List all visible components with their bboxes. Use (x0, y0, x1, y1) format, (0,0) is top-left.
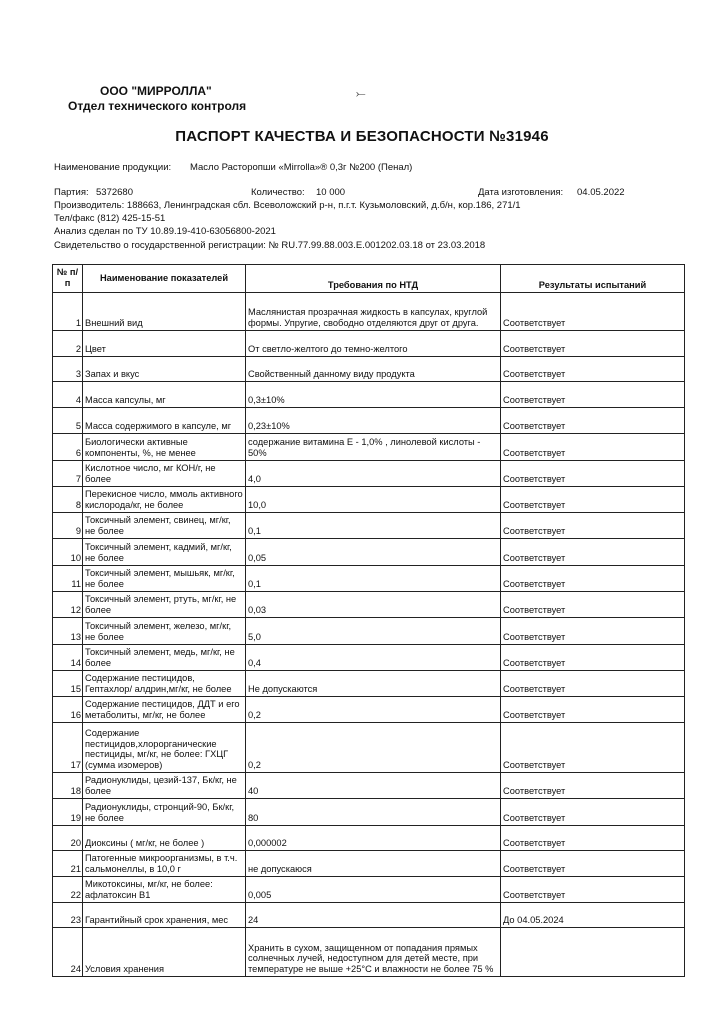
row-result: Соответствует (501, 592, 685, 618)
row-indicator: Запах и вкус (83, 357, 246, 382)
row-requirement: содержание витамина Е - 1,0% , линолевой кислоты - 50% (246, 434, 501, 461)
row-indicator: Токсичный элемент, мышьяк, мг/кг, не более (83, 566, 246, 592)
product-label: Наименование продукции: (54, 162, 172, 173)
row-number: 9 (53, 513, 83, 539)
row-requirement: 0,1 (246, 513, 501, 539)
row-number: 4 (53, 382, 83, 408)
row-number: 10 (53, 539, 83, 566)
table-row (53, 539, 685, 566)
row-number: 14 (53, 645, 83, 671)
product-value: Масло Расторопши «Mirrolla»® 0,3г №200 (Пенал) (190, 162, 413, 173)
row-requirement: 0,4 (246, 645, 501, 671)
row-requirement: 5,0 (246, 618, 501, 645)
phone-line: Тел/факс (812) 425-15-51 (54, 213, 166, 224)
row-requirement: 0,2 (246, 723, 501, 773)
row-requirement: 80 (246, 799, 501, 826)
table-row (53, 408, 685, 434)
row-number: 7 (53, 461, 83, 487)
row-requirement: не допускаюся (246, 851, 501, 877)
row-requirement: От светло-желтого до темно-желтого (246, 331, 501, 357)
row-indicator: Содержание пестицидов, ДДТ и его метаболиты, мг/кг, не более (83, 697, 246, 723)
quantity-label: Количество: (251, 187, 305, 198)
table-row (53, 799, 685, 826)
table-row (53, 645, 685, 671)
document-title: ПАСПОРТ КАЧЕСТВА И БЕЗОПАСНОСТИ №31946 (175, 128, 549, 145)
row-indicator: Токсичный элемент, свинец, мг/кг, не более (83, 513, 246, 539)
table-row (53, 697, 685, 723)
row-result: Соответствует (501, 618, 685, 645)
table-body (53, 293, 685, 977)
row-indicator: Микотоксины, мг/кг, не более: афлатоксин В1 (83, 877, 246, 903)
row-result: До 04.05.2024 (501, 903, 685, 928)
row-result: Соответствует (501, 773, 685, 799)
row-indicator: Содержание пестицидов, Гептахлор/ алдрин,мг/кг, не более (83, 671, 246, 697)
row-result: Соответствует (501, 645, 685, 671)
table-row (53, 382, 685, 408)
row-indicator: Диоксины ( мг/кг, не более ) (83, 826, 246, 851)
row-indicator: Токсичный элемент, железо, мг/кг, не более (83, 618, 246, 645)
row-requirement: 4,0 (246, 461, 501, 487)
row-requirement: 24 (246, 903, 501, 928)
batch-value: 5372680 (96, 187, 133, 198)
table-row (53, 293, 685, 331)
table-row (53, 461, 685, 487)
table-row (53, 331, 685, 357)
row-requirement: Маслянистая прозрачная жидкость в капсулах, круглой формы. Упругие, свободно отделяются друг от друга. (246, 293, 501, 331)
row-number: 3 (53, 357, 83, 382)
row-result: Соответствует (501, 434, 685, 461)
department-name: Отдел технического контроля (68, 99, 247, 113)
row-number: 11 (53, 566, 83, 592)
row-indicator: Цвет (83, 331, 246, 357)
certificate-line: Свидетельство о государственной регистрации: № RU.77.99.88.003.Е.001202.03.18 от 23.03.2018 (54, 240, 486, 251)
row-number: 24 (53, 928, 83, 977)
header-num: № п/п (53, 265, 83, 293)
company-name: ООО "МИРРОЛЛА" (100, 84, 212, 98)
row-indicator: Токсичный элемент, ртуть, мг/кг, не более (83, 592, 246, 618)
row-indicator: Патогенные микроорганизмы, в т.ч. сальмонеллы, в 10,0 г (83, 851, 246, 877)
row-indicator: Условия хранения (83, 928, 246, 977)
row-number: 15 (53, 671, 83, 697)
row-requirement: 40 (246, 773, 501, 799)
row-requirement: 0,05 (246, 539, 501, 566)
table-row (53, 487, 685, 513)
quantity-value: 10 000 (316, 187, 346, 198)
table-row (53, 826, 685, 851)
row-result: Соответствует (501, 566, 685, 592)
row-result: Соответствует (501, 461, 685, 487)
row-indicator: Гарантийный срок хранения, мес (83, 903, 246, 928)
table-row (53, 928, 685, 977)
row-result: Соответствует (501, 723, 685, 773)
quality-table (52, 264, 685, 977)
row-indicator: Токсичный элемент, медь, мг/кг, не более (83, 645, 246, 671)
table-row (53, 773, 685, 799)
row-number: 12 (53, 592, 83, 618)
row-number: 17 (53, 723, 83, 773)
row-requirement: 0,1 (246, 566, 501, 592)
row-indicator: Перекисное число, ммоль активного кислорода/кг, не более (83, 487, 246, 513)
row-number: 20 (53, 826, 83, 851)
row-result: Соответствует (501, 357, 685, 382)
row-requirement: Не допускаются (246, 671, 501, 697)
row-number: 18 (53, 773, 83, 799)
row-requirement: 0,23±10% (246, 408, 501, 434)
row-number: 1 (53, 293, 83, 331)
row-result: Соответствует (501, 382, 685, 408)
header-requirements: Требования по НТД (246, 265, 501, 293)
row-result: Соответствует (501, 513, 685, 539)
analysis-line: Анализ сделан по ТУ 10.89.19-410-63056800-2021 (54, 226, 276, 237)
row-number: 21 (53, 851, 83, 877)
row-result: Соответствует (501, 826, 685, 851)
row-requirement: 0,03 (246, 592, 501, 618)
row-result: Соответствует (501, 799, 685, 826)
table-row (53, 671, 685, 697)
row-result: Соответствует (501, 331, 685, 357)
row-indicator: Радионуклиды, цезий-137, Бк/кг, не более (83, 773, 246, 799)
row-number: 19 (53, 799, 83, 826)
row-result: Соответствует (501, 697, 685, 723)
date-label: Дата изготовления: (478, 187, 564, 198)
row-requirement: 10,0 (246, 487, 501, 513)
row-requirement: Хранить в сухом, защищенном от попадания прямых солнечных лучей, недоступном для детей месте, при температуре не выше +25°С и влажности не более 75 % (246, 928, 501, 977)
row-indicator: Внешний вид (83, 293, 246, 331)
row-indicator: Биологически активные компоненты, %, не менее (83, 434, 246, 461)
row-requirement: 0,005 (246, 877, 501, 903)
producer-line: Производитель: 188663, Ленинградская сбл. Всеволожский р-н, п.г.т. Кузьмоловский, д.б/н, кор.186, 271/1 (54, 200, 521, 211)
row-result: Соответствует (501, 487, 685, 513)
row-requirement: Свойственный данному виду продукта (246, 357, 501, 382)
table-row (53, 566, 685, 592)
row-number: 6 (53, 434, 83, 461)
row-result: Соответствует (501, 851, 685, 877)
row-result: Соответствует (501, 877, 685, 903)
table-row (53, 723, 685, 773)
row-result: Соответствует (501, 671, 685, 697)
row-result: Соответствует (501, 408, 685, 434)
row-number: 22 (53, 877, 83, 903)
table-row (53, 513, 685, 539)
row-indicator: Кислотное число, мг КОН/г, не более (83, 461, 246, 487)
row-number: 23 (53, 903, 83, 928)
table-row (53, 357, 685, 382)
row-result (501, 928, 685, 977)
table-row (53, 903, 685, 928)
row-requirement: 0,2 (246, 697, 501, 723)
row-number: 13 (53, 618, 83, 645)
row-requirement: 0,000002 (246, 826, 501, 851)
header-name: Наименование показателей (83, 265, 246, 293)
handwritten-mark: ⤚ (356, 86, 366, 100)
row-number: 8 (53, 487, 83, 513)
row-number: 5 (53, 408, 83, 434)
row-indicator: Радионуклиды, стронций-90, Бк/кг, не более (83, 799, 246, 826)
row-indicator: Содержание пестицидов,хлорорганические пестициды, мг/кг, не более: ГХЦГ (сумма изомеров) (83, 723, 246, 773)
header-results: Результаты испытаний (501, 265, 685, 293)
batch-label: Партия: (54, 187, 89, 198)
row-indicator: Токсичный элемент, кадмий, мг/кг, не более (83, 539, 246, 566)
table-row (53, 851, 685, 877)
row-indicator: Масса содержимого в капсуле, мг (83, 408, 246, 434)
row-result: Соответствует (501, 293, 685, 331)
row-number: 2 (53, 331, 83, 357)
date-value: 04.05.2022 (577, 187, 625, 198)
row-requirement: 0,3±10% (246, 382, 501, 408)
table-row (53, 877, 685, 903)
row-indicator: Масса капсулы, мг (83, 382, 246, 408)
table-row (53, 592, 685, 618)
table-row (53, 434, 685, 461)
row-number: 16 (53, 697, 83, 723)
table-row (53, 618, 685, 645)
row-result: Соответствует (501, 539, 685, 566)
